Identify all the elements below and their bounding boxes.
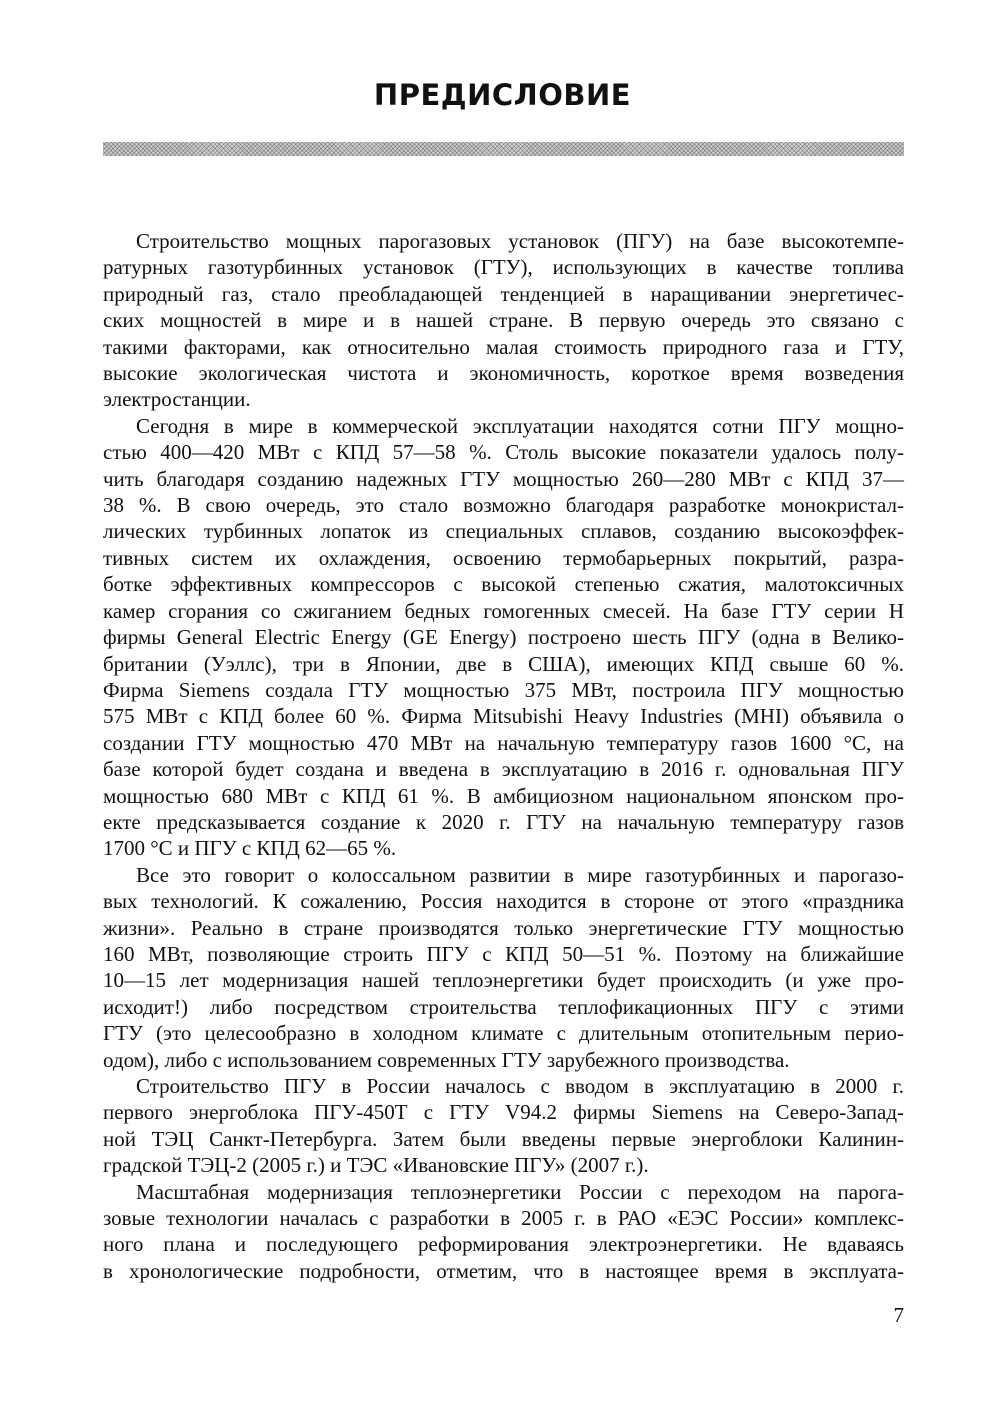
chapter-heading: ПРЕДИСЛОВИЕ [373, 78, 632, 112]
text-line: 1700 °C и ПГУ с КПД 62—65 %. [103, 836, 397, 861]
text-line: исходит!) либо посредством строительства теплофикационных ПГУ с этими [103, 994, 904, 1019]
paragraph [103, 228, 904, 413]
heading-divider-rule [103, 142, 904, 156]
text-line: ратурных газотурбинных установок (ГТУ), использующих в качестве топлива [103, 255, 904, 280]
text-line: ГТУ (это целесообразно в холодном климате с длительным отопительным перио- [103, 1021, 904, 1046]
text-line: Все это говорит о колоссальном развитии в мире газотурбинных и парогазо- [136, 862, 904, 887]
paragraph [103, 862, 904, 1073]
text-line: Фирма Siemens создала ГТУ мощностью 375 МВт, построила ПГУ мощностью [103, 677, 904, 702]
text-line: камер сгорания со сжиганием бедных гомогенных смесей. На базе ГТУ серии H [103, 598, 904, 623]
text-line: ских мощностей в мире и в нашей стране. В первую очередь это связано с [103, 308, 904, 333]
text-line: жизни». Реально в стране производятся только энергетические ГТУ мощностью [103, 915, 904, 940]
text-line: ной ТЭЦ Санкт-Петербурга. Затем были введены первые энергоблоки Калинин- [103, 1126, 904, 1151]
paragraph [103, 1179, 904, 1285]
paragraph [103, 413, 904, 862]
text-line: екте предсказывается создание к 2020 г. ГТУ на начальную температуру газов [103, 809, 904, 834]
text-line: 575 МВт с КПД более 60 %. Фирма Mitsubishi Heavy Industries (MHI) объявила о [103, 704, 904, 729]
text-line: Сегодня в мире в коммерческой эксплуатации находятся сотни ПГУ мощно- [136, 413, 904, 438]
text-line: тивных систем их охлаждения, освоению термобарьерных покрытий, разра- [103, 545, 904, 570]
text-line: вых технологий. К сожалению, Россия находится в стороне от этого «праздника [103, 889, 904, 914]
page-number: 7 [893, 1303, 904, 1327]
paragraph [103, 1073, 904, 1179]
text-line: ного плана и последующего реформирования электроэнергетики. Не вдаваясь [103, 1232, 904, 1257]
text-line: ботке эффективных компрессоров с высокой степенью сжатия, малотоксичных [103, 572, 904, 597]
text-line: базе которой будет создана и введена в эксплуатацию в 2016 г. одновальная ПГУ [103, 757, 904, 782]
body-text [103, 228, 904, 1284]
text-line: чить благодаря созданию надежных ГТУ мощностью 260—280 МВт с КПД 37— [103, 466, 904, 491]
text-line: электростанции. [103, 387, 251, 412]
text-line: в хронологические подробности, отметим, что в настоящее время в эксплуата- [103, 1258, 904, 1283]
text-line: 160 МВт, позволяющие строить ПГУ с КПД 50—51 %. Поэтому на ближайшие [103, 941, 904, 966]
text-line: 10—15 лет модернизация нашей теплоэнергетики будет происходить (и уже про- [103, 968, 904, 993]
text-line: первого энергоблока ПГУ-450Т с ГТУ V94.2 фирмы Siemens на Северо-Запад- [103, 1100, 904, 1125]
text-line: зовые технологии началась с разработки в 2005 г. в РАО «ЕЭС России» комплекс- [103, 1206, 904, 1231]
text-line: Масштабная модернизация теплоэнергетики России с переходом на парога- [136, 1179, 904, 1204]
text-line: британии (Уэллс), три в Японии, две в США), имеющих КПД свыше 60 %. [103, 651, 904, 676]
text-line: Строительство мощных парогазовых установок (ПГУ) на базе высокотемпе- [136, 229, 904, 253]
text-line: Строительство ПГУ в России началось с вводом в эксплуатацию в 2000 г. [136, 1074, 904, 1098]
text-line: высокие экологическая чистота и экономичность, короткое время возведения [103, 361, 904, 386]
text-line: природный газ, стало преобладающей тенденцией в наращивании энергетичес- [103, 281, 904, 306]
text-line: лических турбинных лопаток из специальных сплавов, созданию высокоэффек- [103, 519, 904, 544]
text-line: фирмы General Electric Energy (GE Energy) построено шесть ПГУ (одна в Велико- [103, 625, 904, 650]
text-line: 38 %. В свою очередь, это стало возможно благодаря разработке монокристал- [103, 493, 904, 518]
text-line: градской ТЭЦ-2 (2005 г.) и ТЭС «Ивановские ПГУ» (2007 г.). [103, 1153, 649, 1178]
text-line: одом), либо с использованием современных ГТУ зарубежного производства. [103, 1047, 790, 1072]
text-line: создании ГТУ мощностью 470 МВт на начальную температуру газов 1600 °C, на [103, 730, 904, 755]
text-line: стью 400—420 МВт с КПД 57—58 %. Столь высокие показатели удалось полу- [103, 440, 904, 465]
text-line: мощностью 680 МВт с КПД 61 %. В амбициозном национальном японском про- [103, 783, 904, 808]
text-line: такими факторами, как относительно малая стоимость природного газа и ГТУ, [103, 334, 904, 359]
